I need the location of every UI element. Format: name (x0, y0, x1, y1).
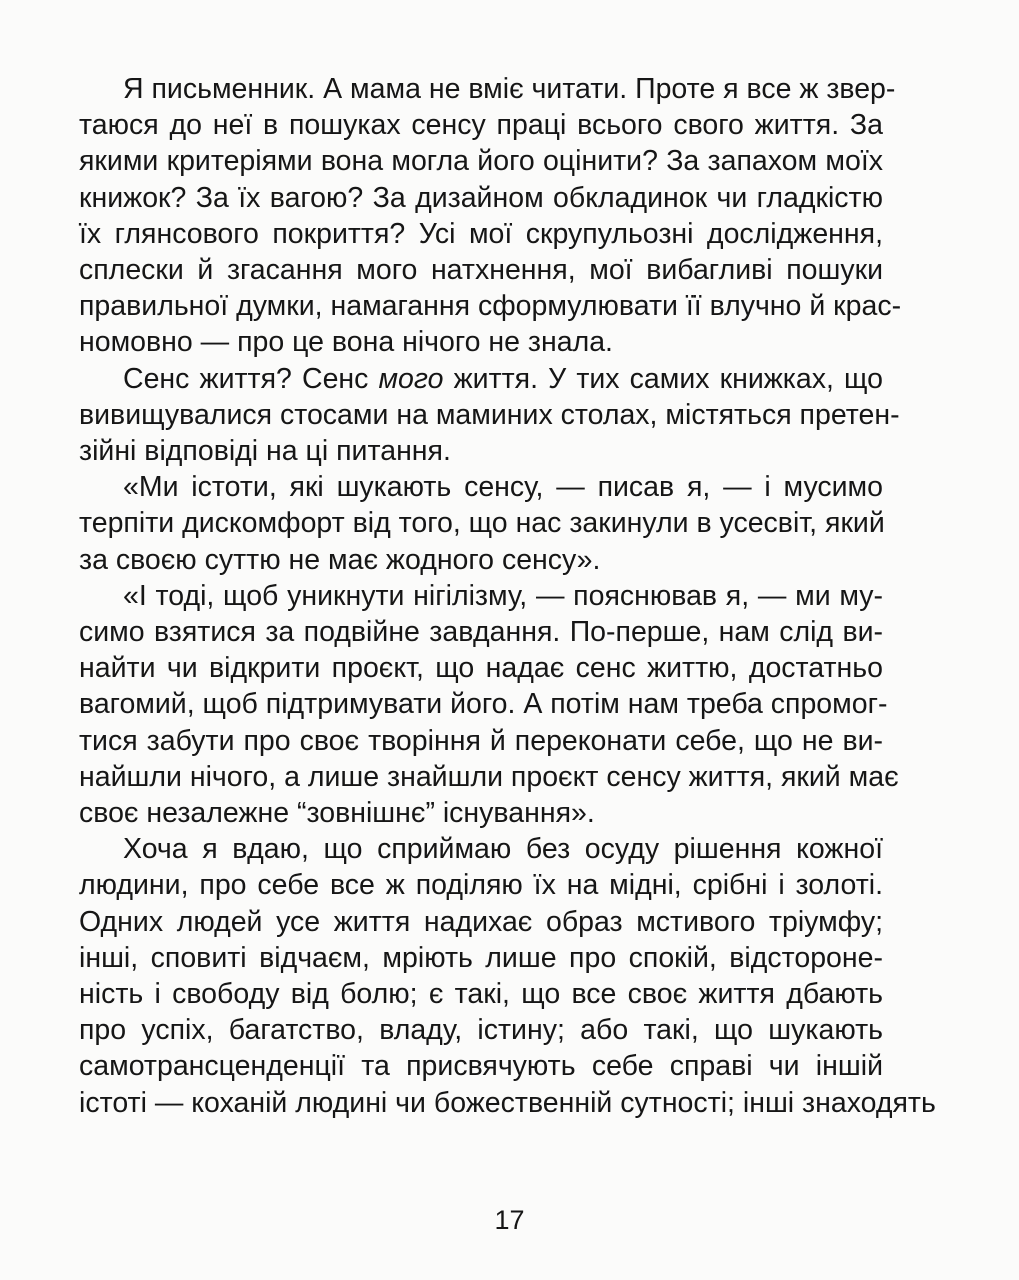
text-line (79, 361, 883, 397)
text-line: ність і свободу від болю; є такі, що все своє життя дбають (79, 978, 883, 1011)
text-line: «Ми істоти, які шукають сенсу, — писав я, — і мусимо (123, 471, 883, 504)
text-line: книжок? За їх вагою? За дизайном обкладинок чи гладкістю (79, 181, 883, 214)
emphasis-text: мого (378, 362, 444, 395)
text-line: самотрансценденції та присвячують себе справі чи іншій (79, 1050, 883, 1083)
text-line: за своєю суттю не має жодного сенсу». (79, 543, 601, 576)
text-line: вагомий, щоб підтримувати його. А потім нам треба спромог- (79, 688, 888, 721)
text-line: про успіх, багатство, владу, істину; або такі, що шукають (79, 1014, 883, 1047)
text-line: найшли нічого, а лише знайшли проєкт сенсу життя, який має (79, 760, 899, 793)
body-text (79, 71, 936, 1121)
page-number: 17 (494, 1205, 525, 1235)
paragraph-2 (79, 361, 900, 470)
text-line: таюся до неї в пошуках сенсу праці всього свого життя. За (79, 109, 883, 142)
text-line: сплески й згасання мого натхнення, мої вибагливі пошуки (79, 254, 883, 287)
paragraph-1 (79, 71, 902, 361)
text-line: якими критеріями вона могла його оцінити? За запахом моїх (79, 145, 883, 178)
text-line: симо взятися за подвійне завдання. По-перше, нам слід ви- (79, 616, 883, 649)
text-line: істоті — коханій людині чи божественній сутності; інші знаходять (79, 1086, 936, 1119)
text-line: їх глянсового покриття? Усі мої скрупульозні дослідження, (79, 217, 883, 250)
text-line: людини, про себе все ж поділяю їх на мідні, срібні і золоті. (79, 869, 883, 902)
text-line: вивищувалися стосами на маминих столах, містяться претен- (79, 398, 900, 431)
text-line: терпіти дискомфорт від того, що нас закинули в усесвіт, який (79, 507, 885, 540)
text-line: тися забути про своє творіння й переконати себе, що не ви- (79, 724, 883, 757)
paragraph-4 (79, 578, 899, 831)
text-line: Хоча я вдаю, що сприймаю без осуду рішення кожної (123, 833, 883, 866)
text-line: правильної думки, намагання сформулювати її влучно й крас- (79, 290, 902, 323)
text-line: найти чи відкрити проєкт, що надає сенс життю, достатньо (79, 652, 883, 685)
text-line: своє незалежне “зовнішнє” існування». (79, 797, 595, 830)
text-run: Сенс життя? Сенс (123, 362, 379, 395)
text-line: Я письменник. А мама не вміє читати. Проте я все ж звер- (123, 73, 896, 105)
text-line: зійні відповіді на ці питання. (79, 435, 451, 468)
paragraph-3 (79, 469, 883, 578)
paragraph-5 (79, 831, 936, 1121)
text-line: номовно — про це вона нічого не знала. (79, 326, 613, 359)
text-line: «І тоді, щоб уникнути нігілізму, — пояснював я, — ми му- (123, 579, 883, 612)
text-line: Одних людей усе життя надихає образ мстивого тріумфу; (79, 905, 883, 938)
text-line: інші, сповиті відчаєм, мріють лише про спокій, відстороне- (79, 941, 883, 974)
text-run: життя. У тих самих книжках, що (443, 362, 883, 395)
